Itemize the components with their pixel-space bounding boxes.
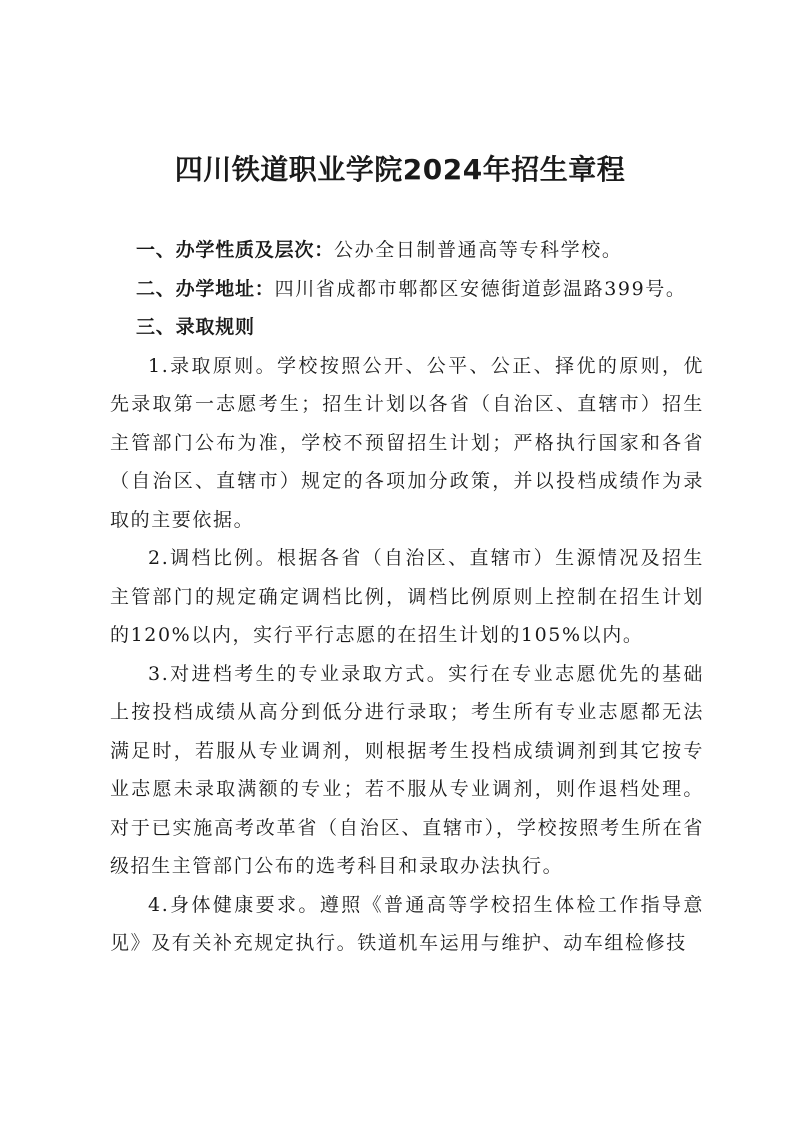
- section-text-nature: 公办全日制普通高等专科学校。: [334, 239, 623, 261]
- section-heading-address: 二、办学地址：: [136, 277, 275, 300]
- section-heading-admission-rules: 三、录取规则: [136, 316, 255, 338]
- paragraph-file-ratio: 2.调档比例。根据各省（自治区、直辖市）生源情况及招生主管部门的规定确定调档比例，调档比例原则上控制在招生计划的120%以内，实行平行志愿的在招生计划的105%以内。: [110, 547, 704, 646]
- paragraph-health-requirements: 4.身体健康要求。遵照《普通高等学校招生体检工作指导意见》及有关补充规定执行。铁道机车运用与维护、动车组检修技: [110, 893, 704, 954]
- section-text-address: 四川省成都市郫都区安德街道彭温路399号。: [274, 277, 687, 300]
- section-heading-nature: 一、办学性质及层次：: [136, 239, 335, 261]
- section-nature-level: [110, 231, 704, 270]
- section-address: [110, 270, 704, 309]
- paragraph-admission-principle: 1.录取原则。学校按照公开、公平、公正、择优的原则，优先录取第一志愿考生；招生计划以各省（自治区、直辖市）招生主管部门公布为准，学校不预留招生计划；严格执行国家和各省（自治区、直辖市）规定的各项加分政策，并以投档成绩作为录取的主要依据。: [110, 354, 704, 531]
- document-body: [110, 231, 704, 963]
- document-title: 四川铁道职业学院2024年招生章程: [174, 153, 626, 186]
- paragraph-major-admission: 3.对进档考生的专业录取方式。实行在专业志愿优先的基础上按投档成绩从高分到低分进行录取；考生所有专业志愿都无法满足时，若服从专业调剂，则根据考生投档成绩调剂到其它按专业志愿未录取满额的专业；若不服从专业调剂，则作退档处理。对于已实施高考改革省（自治区、直辖市），学校按照考生所在省级招生主管部门公布的选考科目和录取办法执行。: [110, 662, 704, 877]
- section-admission-rules: [110, 308, 704, 347]
